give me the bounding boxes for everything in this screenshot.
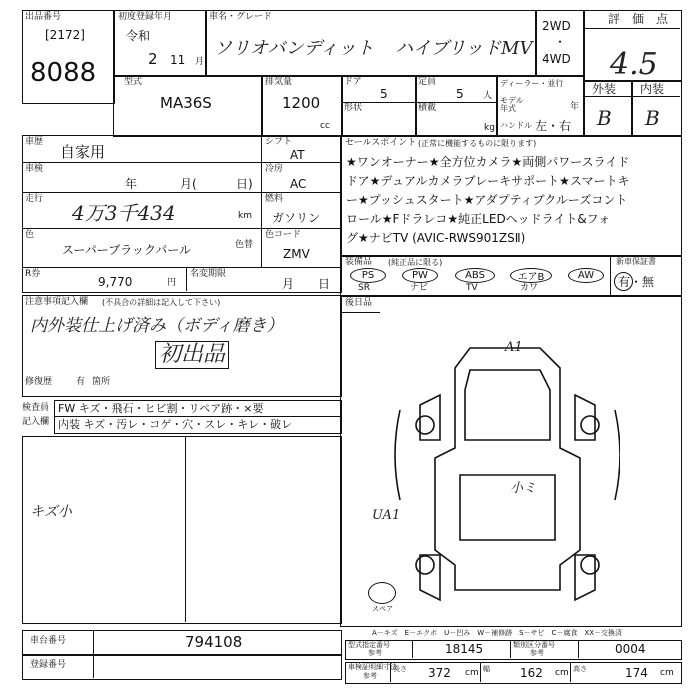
disp-unit: cc — [320, 121, 330, 131]
left-rear-fender — [420, 555, 440, 600]
equip-sr: SR — [358, 283, 370, 293]
inspector-label2: 記入欄 — [22, 417, 50, 427]
fuel-value: ガソリン — [272, 211, 321, 225]
row-line-4 — [22, 267, 340, 268]
chassis-label: 車台番号 — [30, 636, 67, 646]
recycle-label: R券 — [25, 269, 41, 279]
type-vline3 — [578, 640, 579, 658]
capacity-label: 定員 — [418, 77, 437, 87]
inspection-year: 年 — [125, 177, 138, 191]
spare-tire-icon — [368, 582, 396, 604]
reg-label: 登録番号 — [30, 660, 67, 670]
inspector-row1: FW キズ・飛石・ヒビ割・リペア跡・×要 — [58, 402, 264, 415]
mileage-label: 走行 — [25, 194, 44, 204]
height-unit: cm — [660, 668, 674, 678]
model-label: 型式 — [124, 77, 143, 87]
inspector-divider — [54, 416, 340, 417]
remarks-line1: 内外装仕上げ済み（ボディ磨き） — [30, 316, 284, 336]
disp-label: 排気量 — [265, 77, 293, 87]
sales-line: グ★ナビTV (AVIC-RWS901ZSⅡ) — [346, 231, 526, 245]
lot-label: 出品番号 — [25, 12, 62, 22]
load-label: 積載 — [418, 103, 437, 113]
length-value: 372 — [428, 666, 451, 680]
equip-abs: ABS — [455, 268, 495, 283]
score-label: 評 価 点 — [608, 12, 669, 26]
width-unit: cm — [555, 668, 569, 678]
name-label: 車名・グレード — [209, 12, 273, 22]
shift-value: AT — [290, 148, 305, 162]
color-label: 色 — [25, 230, 35, 240]
inspection-label: 車検 — [25, 164, 44, 174]
damage-a1: A1 — [505, 340, 523, 355]
inspector-row2: 内装 キズ・汚レ・コゲ・穴・スレ・キレ・破レ — [58, 418, 293, 431]
equipment-label: 装備品 — [345, 257, 373, 267]
details-vline — [261, 135, 262, 267]
reg-month: 11 — [170, 53, 186, 67]
length-unit: cm — [465, 668, 479, 678]
type-number: 18145 — [445, 642, 484, 656]
damage-small: 小ミ — [510, 481, 537, 496]
manual-circle — [614, 272, 633, 291]
ac-label: 冷房 — [265, 164, 284, 174]
shape-label: 形状 — [344, 103, 363, 113]
door-label: ドア — [344, 77, 362, 87]
inspector-label1: 検査員 — [22, 403, 50, 413]
handle-value: 左・右 — [535, 119, 572, 133]
name-change-label: 名変期限 — [190, 269, 227, 279]
equip-ps: PS — [350, 268, 386, 283]
sales-note: (正常に機能するものに限ります) — [418, 139, 537, 148]
wheel-rear-left — [416, 556, 434, 574]
door-value: 5 — [380, 87, 388, 101]
equip-aw: AW — [568, 268, 604, 283]
equip-airbag: エアB — [510, 268, 552, 283]
year-unit: 年 — [570, 102, 580, 112]
sales-label: セールスポイント — [345, 138, 417, 148]
reg-year: 2 — [148, 50, 158, 68]
cert-sub: 参考 — [363, 672, 377, 680]
disp-value: 1200 — [282, 94, 321, 112]
mileage-unit: km — [238, 211, 252, 221]
color-value: スーパーブラックパール — [62, 243, 192, 257]
equipment-note: (純正品に限る) — [388, 258, 443, 267]
class-sub: 参考 — [530, 649, 544, 657]
hood-outline — [465, 370, 550, 440]
chassis-box — [22, 630, 342, 656]
ext-score: B — [597, 106, 612, 130]
equip-navi: ナビ — [410, 283, 429, 293]
type-vline1 — [412, 640, 413, 658]
lot-sub: [2172] — [45, 28, 85, 42]
era: 令和 — [126, 29, 151, 43]
height-value: 174 — [625, 666, 648, 680]
load-unit: kg — [484, 123, 495, 133]
manual-value: 有・無 — [618, 275, 655, 289]
grade: ハイブリッドMV — [395, 38, 533, 59]
use-label: 車歴 — [25, 137, 44, 147]
remarks-line2: 初出品 — [155, 341, 229, 369]
recycle-vline — [186, 267, 187, 291]
first-reg-label: 初度登録年月 — [118, 12, 173, 22]
remarks-label: 注意事項記入欄 — [25, 297, 89, 307]
inspection-day: 日) — [236, 177, 253, 191]
dim-vline2 — [480, 662, 481, 682]
score-value: 4.5 — [610, 47, 658, 82]
length-label: 長さ — [393, 665, 407, 673]
width-value: 162 — [520, 666, 543, 680]
int-score: B — [645, 106, 660, 130]
rear-seat-label: 後日品 — [345, 298, 373, 308]
wheel-front-left — [416, 416, 434, 434]
use-value: 自家用 — [60, 143, 106, 161]
capacity-value: 5 — [456, 87, 464, 101]
wheel-front-right — [581, 416, 599, 434]
color-code-value: ZMV — [283, 247, 310, 261]
rear-seat-underline — [340, 312, 380, 313]
model-value: MA36S — [160, 94, 212, 112]
sales-line: ロール★Fドラレコ★純正LEDヘッドライト&フォ — [346, 212, 611, 226]
class-number: 0004 — [615, 642, 646, 656]
type-label: 型式指定番号 — [348, 641, 390, 649]
handwriting-box — [22, 436, 342, 624]
spare-label: スペア — [372, 605, 393, 613]
shift-label: シフト — [265, 137, 293, 147]
name-change-day: 日 — [318, 277, 331, 291]
dealer-label: ディーラー・並行 — [500, 79, 564, 88]
name-change-month: 月 — [282, 277, 295, 291]
inspector-handwriting: キズ小 — [30, 504, 72, 520]
repair-location: 箇所 — [92, 377, 111, 387]
car-body-outline — [435, 348, 580, 590]
repair-value: 有 — [76, 377, 86, 387]
width-label: 幅 — [483, 665, 490, 673]
repair-label: 修復歴 — [25, 377, 53, 387]
sales-line: ー★プッシュスタート★アダプティブクルーズコント — [346, 193, 628, 207]
recycle-unit: 円 — [167, 278, 177, 288]
lot-number: 8088 — [30, 58, 97, 88]
fuel-label: 燃料 — [265, 194, 284, 204]
right-door-line — [615, 410, 620, 500]
color-no-label: 色替 — [235, 240, 254, 250]
row-line-1 — [22, 162, 340, 163]
equip-tv: TV — [466, 283, 478, 293]
row-line-3 — [22, 228, 340, 229]
cert-label: 車検証明細寸法 — [348, 663, 397, 671]
type-vline2 — [510, 640, 511, 658]
class-label: 類別区分番号 — [513, 641, 555, 649]
ac-value: AC — [290, 177, 307, 191]
reg-box — [22, 654, 342, 680]
car-name: ソリオバンディット — [214, 38, 375, 59]
right-rear-fender — [575, 555, 595, 600]
type-sub: 参考 — [368, 649, 382, 657]
roof-outline — [460, 475, 555, 540]
wheel-rear-right — [581, 556, 599, 574]
score-divider — [583, 28, 680, 29]
sales-line: ドア★デュアルカメラブレーキサポート★スマートキ — [346, 174, 630, 188]
chassis-value: 794108 — [185, 633, 243, 651]
model-year-label: モデル 年式 — [500, 96, 524, 113]
drive-2wd: 2WD — [542, 19, 571, 33]
drive-dot: ・ — [554, 35, 567, 49]
handwriting-vline — [185, 436, 186, 622]
dim-vline3 — [570, 662, 571, 682]
row-line-2 — [22, 192, 340, 193]
reg-month-unit: 月 — [195, 57, 205, 67]
color-code-label: 色コード — [265, 230, 302, 240]
car-diagram — [360, 330, 620, 620]
lot-box — [22, 10, 115, 104]
int-label: 内装 — [640, 82, 665, 96]
left-door-line — [395, 410, 400, 500]
mileage-value: 4万3千434 — [72, 201, 176, 225]
sales-line: ★ワンオーナー★全方位カメラ★両側パワースライド — [346, 155, 630, 169]
height-label: 高さ — [573, 665, 587, 673]
remarks-note: (不具合の詳細は記入して下さい) — [102, 298, 221, 307]
damage-legend: A－キズ E－エクボ U－凹み W－補修跡 S－サビ C－腐食 XX－交換済 — [372, 629, 623, 637]
ext-int-divider — [583, 96, 680, 97]
equip-pw: PW — [402, 268, 438, 283]
capacity-unit: 人 — [483, 91, 493, 101]
equipment-vline — [610, 255, 611, 295]
ext-label: 外装 — [592, 82, 617, 96]
equip-leather: カワ — [520, 283, 539, 293]
drive-4wd: 4WD — [542, 52, 571, 66]
inspection-month: 月( — [180, 177, 197, 191]
damage-ua1: UA1 — [372, 508, 401, 523]
manual-label: 新車保証書 — [616, 257, 656, 266]
handle-label: ハンドル — [500, 121, 532, 130]
recycle-value: 9,770 — [98, 275, 133, 289]
